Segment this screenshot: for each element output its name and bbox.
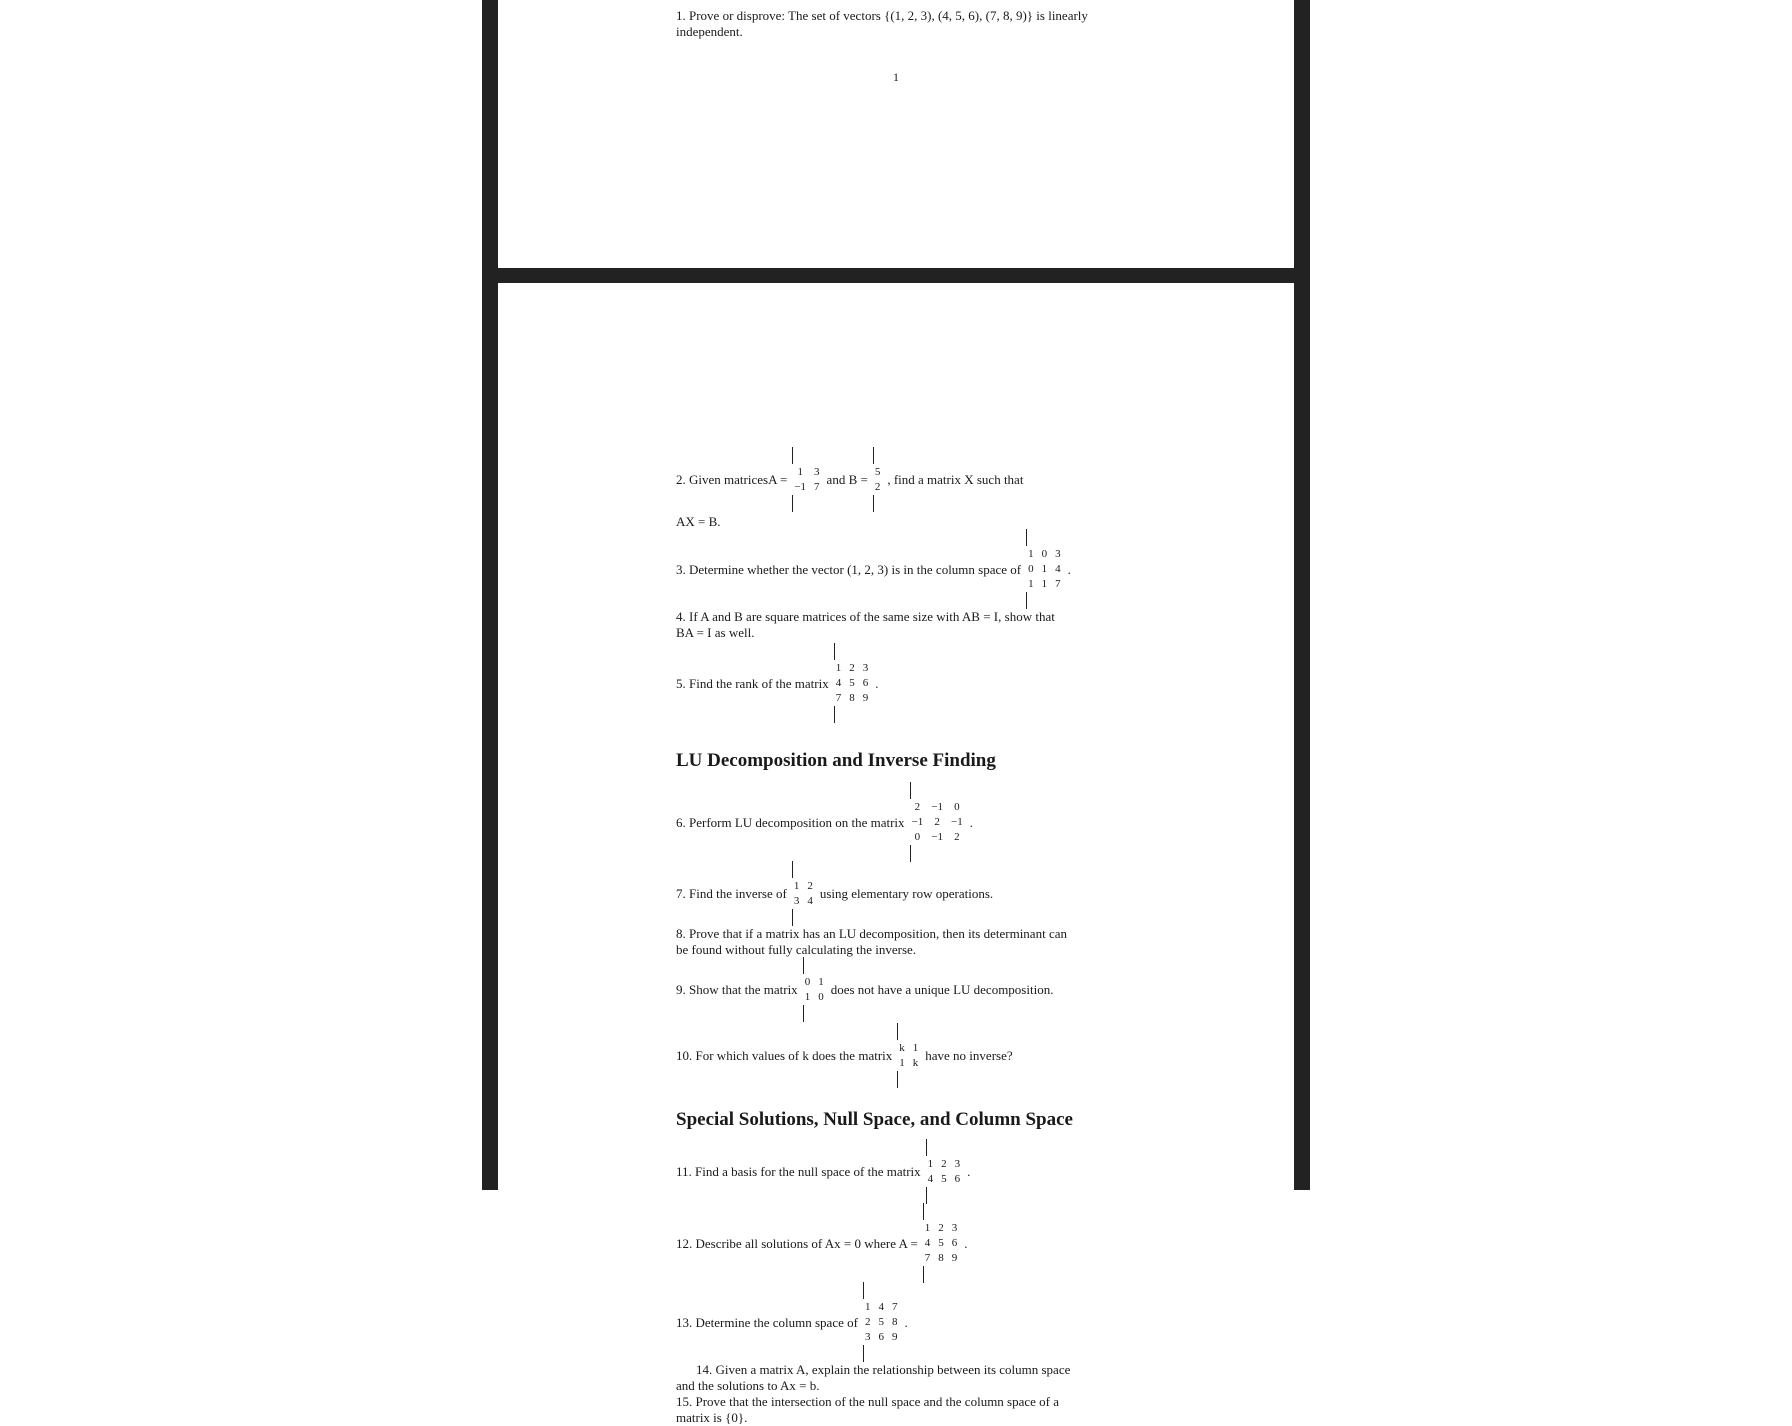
matrix-cell: 9 xyxy=(891,1331,898,1343)
matrix-left-bracket xyxy=(863,1282,864,1299)
matrix-b xyxy=(873,448,883,512)
problem-13-text: 13. Determine the column space of xyxy=(676,1314,858,1330)
matrix-cell: k xyxy=(899,1042,905,1054)
matrix-cell: 4 xyxy=(924,1237,931,1249)
matrix-cell: −1 xyxy=(794,481,807,493)
matrix-grid xyxy=(834,660,871,707)
problem-9-text-b: does not have a unique LU decomposition. xyxy=(830,982,1054,997)
matrix-cell: −1 xyxy=(931,801,943,813)
section-title-null-space: Special Solutions, Null Space, and Column Space xyxy=(676,1109,1073,1130)
problem-9-text: 9. Show that the matrix xyxy=(676,982,798,997)
matrix-right-bracket xyxy=(923,1266,924,1283)
matrix-cell: 1 xyxy=(804,991,811,1003)
problem-7-text: 7. Find the inverse of xyxy=(676,886,787,901)
matrix-grid xyxy=(910,799,965,846)
problem-13 xyxy=(676,1283,1134,1362)
matrix-cell: 8 xyxy=(938,1252,944,1264)
problem-12-period: . xyxy=(964,1235,968,1251)
matrix-cell: 1 xyxy=(912,1042,919,1054)
problem-1-line-2: independent. xyxy=(676,24,743,39)
matrix-cell: 1 xyxy=(924,1222,931,1234)
matrix-b-label: and B = xyxy=(826,472,868,487)
problem-10-text: 10. For which values of k does the matrix xyxy=(676,1048,893,1063)
problem-3-matrix xyxy=(1026,530,1063,609)
matrix-cell: 5 xyxy=(878,1316,884,1328)
problem-9 xyxy=(676,958,1134,1022)
matrix-cell: 2 xyxy=(807,880,813,892)
matrix-left-bracket xyxy=(910,782,911,799)
matrix-cell: 1 xyxy=(927,1158,934,1170)
matrix-grid xyxy=(897,1040,920,1072)
matrix-cell: 4 xyxy=(878,1301,884,1313)
problem-11 xyxy=(676,1140,1134,1204)
matrix-right-bracket xyxy=(1026,592,1027,609)
problem-12 xyxy=(676,1204,1134,1283)
matrix-right-bracket xyxy=(834,706,835,723)
problem-6-period: . xyxy=(969,814,973,830)
matrix-right-bracket xyxy=(792,909,793,926)
matrix-cell: 3 xyxy=(1055,548,1061,560)
matrix-left-bracket xyxy=(792,861,793,878)
matrix-cell: 2 xyxy=(849,662,855,674)
problem-14-line-1: 14. Given a matrix A, explain the relationship between its column space xyxy=(696,1362,1071,1377)
matrix-cell: 1 xyxy=(1041,563,1048,575)
matrix-cell: 6 xyxy=(951,1237,958,1249)
matrix-cell: 6 xyxy=(878,1331,884,1343)
problem-10-text-b: have no inverse? xyxy=(925,1048,1013,1063)
problem-15-line-1: 15. Prove that the intersection of the null space and the column space of a xyxy=(676,1394,1060,1409)
matrix-cell: 1 xyxy=(797,466,803,478)
problem-1-line-1: 1. Prove or disprove: The set of vectors {(1, 2, 3), (4, 5, 6), (7, 8, 9)} is linearly xyxy=(676,8,1088,23)
matrix-cell: 0 xyxy=(804,976,811,988)
matrix-cell: 1 xyxy=(1041,578,1048,590)
matrix-grid xyxy=(792,464,821,496)
matrix-cell: 1 xyxy=(793,880,800,892)
matrix-cell: 2 xyxy=(864,1316,871,1328)
matrix-cell: 4 xyxy=(1055,563,1061,575)
problem-4 xyxy=(676,609,1134,641)
matrix-cell: 9 xyxy=(862,692,869,704)
matrix-cell: 6 xyxy=(862,677,869,689)
problem-2-line-1 xyxy=(676,448,1134,512)
matrix-cell: 4 xyxy=(835,677,842,689)
matrix-cell: 3 xyxy=(951,1222,958,1234)
matrix-cell: 5 xyxy=(874,466,881,478)
problem-9-matrix xyxy=(803,958,826,1022)
problem-5-matrix xyxy=(834,644,871,723)
matrix-right-bracket xyxy=(863,1345,864,1362)
matrix-grid xyxy=(1026,546,1063,593)
problem-5-period: . xyxy=(875,675,879,691)
problem-6 xyxy=(676,783,1134,862)
matrix-cell: 2 xyxy=(938,1222,944,1234)
problem-11-text: 11. Find a basis for the null space of the matrix xyxy=(676,1164,921,1179)
matrix-cell: 7 xyxy=(924,1252,931,1264)
problem-15 xyxy=(676,1394,1134,1426)
problem-14-line-2: and the solutions to Ax = b. xyxy=(676,1378,820,1393)
matrix-a xyxy=(792,448,821,512)
matrix-cell: 1 xyxy=(899,1057,905,1069)
matrix-cell: 3 xyxy=(864,1331,871,1343)
matrix-cell: −1 xyxy=(911,816,924,828)
matrix-cell: 8 xyxy=(891,1316,898,1328)
problem-13-period: . xyxy=(904,1314,908,1330)
pdf-page-1 xyxy=(498,0,1294,268)
matrix-grid xyxy=(863,1299,900,1346)
matrix-right-bracket xyxy=(803,1005,804,1022)
matrix-left-bracket xyxy=(897,1023,898,1040)
matrix-cell: 1 xyxy=(864,1301,871,1313)
problem-12-matrix xyxy=(923,1204,960,1283)
matrix-cell: 9 xyxy=(951,1252,958,1264)
matrix-grid xyxy=(792,878,815,910)
matrix-cell: 0 xyxy=(1028,563,1034,575)
problem-2-text: 2. Given matrices xyxy=(676,472,769,487)
section-title-lu: LU Decomposition and Inverse Finding xyxy=(676,750,996,771)
problem-8 xyxy=(676,926,1134,958)
problem-3 xyxy=(676,530,1134,609)
problem-2-text-b: , find a matrix X such that xyxy=(887,472,1024,487)
problem-7-text-b: using elementary row operations. xyxy=(819,886,994,901)
problem-2-line-2: AX = B. xyxy=(676,514,721,529)
matrix-right-bracket xyxy=(897,1071,898,1088)
matrix-cell: 4 xyxy=(927,1173,934,1185)
matrix-right-bracket xyxy=(873,495,874,512)
page-number: 1 xyxy=(893,70,899,84)
matrix-cell: 7 xyxy=(835,692,842,704)
problem-7 xyxy=(676,862,1134,926)
matrix-cell: 1 xyxy=(1028,548,1034,560)
matrix-cell: 2 xyxy=(914,801,921,813)
matrix-cell: 2 xyxy=(954,831,960,843)
problem-1 xyxy=(676,8,1134,40)
matrix-cell: 2 xyxy=(941,1158,947,1170)
problem-8-line-2: be found without fully calculating the inverse. xyxy=(676,942,917,957)
matrix-left-bracket xyxy=(923,1203,924,1220)
matrix-cell: 1 xyxy=(835,662,842,674)
problem-14 xyxy=(676,1362,1134,1394)
matrix-cell: 3 xyxy=(862,662,869,674)
matrix-cell: 0 xyxy=(1041,548,1048,560)
problem-5 xyxy=(676,644,1134,723)
matrix-right-bracket xyxy=(910,845,911,862)
matrix-right-bracket xyxy=(926,1187,927,1204)
matrix-cell: 4 xyxy=(807,895,813,907)
matrix-cell: 3 xyxy=(954,1158,961,1170)
problem-8-line-1: 8. Prove that if a matrix has an LU decomposition, then its determinant can xyxy=(676,926,1067,941)
problem-10-matrix xyxy=(897,1024,920,1088)
pdf-page-2 xyxy=(498,283,1294,1425)
matrix-cell: 0 xyxy=(914,831,921,843)
matrix-left-bracket xyxy=(1026,529,1027,546)
matrix-cell: 0 xyxy=(954,801,960,813)
matrix-cell: 7 xyxy=(891,1301,898,1313)
matrix-right-bracket xyxy=(792,495,793,512)
problem-5-text: 5. Find the rank of the matrix xyxy=(676,675,829,691)
problem-12-text: 12. Describe all solutions of Ax = 0 where A = xyxy=(676,1235,918,1251)
problem-7-matrix xyxy=(792,862,815,926)
matrix-cell: 6 xyxy=(954,1173,961,1185)
problem-10 xyxy=(676,1024,1134,1088)
matrix-grid xyxy=(923,1220,960,1267)
problem-3-text: 3. Determine whether the vector (1, 2, 3) is in the column space of xyxy=(676,561,1022,577)
matrix-grid xyxy=(873,464,883,496)
problem-4-line-1: 4. If A and B are square matrices of the same size with AB = I, show that xyxy=(676,609,1055,624)
matrix-cell: 7 xyxy=(814,481,820,493)
matrix-left-bracket xyxy=(926,1139,927,1156)
matrix-a-label: A = xyxy=(768,472,788,487)
matrix-cell: 2 xyxy=(934,816,940,828)
matrix-cell: 7 xyxy=(1055,578,1061,590)
matrix-cell: 1 xyxy=(818,976,824,988)
matrix-cell: 1 xyxy=(1028,578,1034,590)
problem-13-matrix xyxy=(863,1283,900,1362)
matrix-left-bracket xyxy=(792,447,793,464)
matrix-left-bracket xyxy=(834,643,835,660)
matrix-cell: 8 xyxy=(849,692,855,704)
matrix-cell: 5 xyxy=(941,1173,947,1185)
matrix-cell: 5 xyxy=(938,1237,944,1249)
matrix-cell: −1 xyxy=(931,831,943,843)
problem-11-period: . xyxy=(967,1164,971,1179)
problem-15-line-2: matrix is {0}. xyxy=(676,1410,748,1425)
matrix-cell: k xyxy=(912,1057,919,1069)
matrix-cell: 2 xyxy=(874,481,881,493)
matrix-grid xyxy=(926,1156,963,1188)
matrix-cell: 3 xyxy=(793,895,800,907)
problem-3-period: . xyxy=(1067,561,1071,577)
problem-4-line-2: BA = I as well. xyxy=(676,625,755,640)
matrix-grid xyxy=(803,974,826,1006)
problem-11-matrix xyxy=(926,1140,963,1204)
matrix-cell: 3 xyxy=(814,466,820,478)
page2-content xyxy=(676,448,1134,1426)
problem-6-text: 6. Perform LU decomposition on the matrix xyxy=(676,814,905,830)
matrix-cell: 0 xyxy=(818,991,824,1003)
matrix-cell: −1 xyxy=(950,816,963,828)
matrix-left-bracket xyxy=(873,447,874,464)
page1-content xyxy=(676,8,1134,40)
matrix-left-bracket xyxy=(803,957,804,974)
problem-6-matrix xyxy=(910,783,965,862)
matrix-cell: 5 xyxy=(849,677,855,689)
